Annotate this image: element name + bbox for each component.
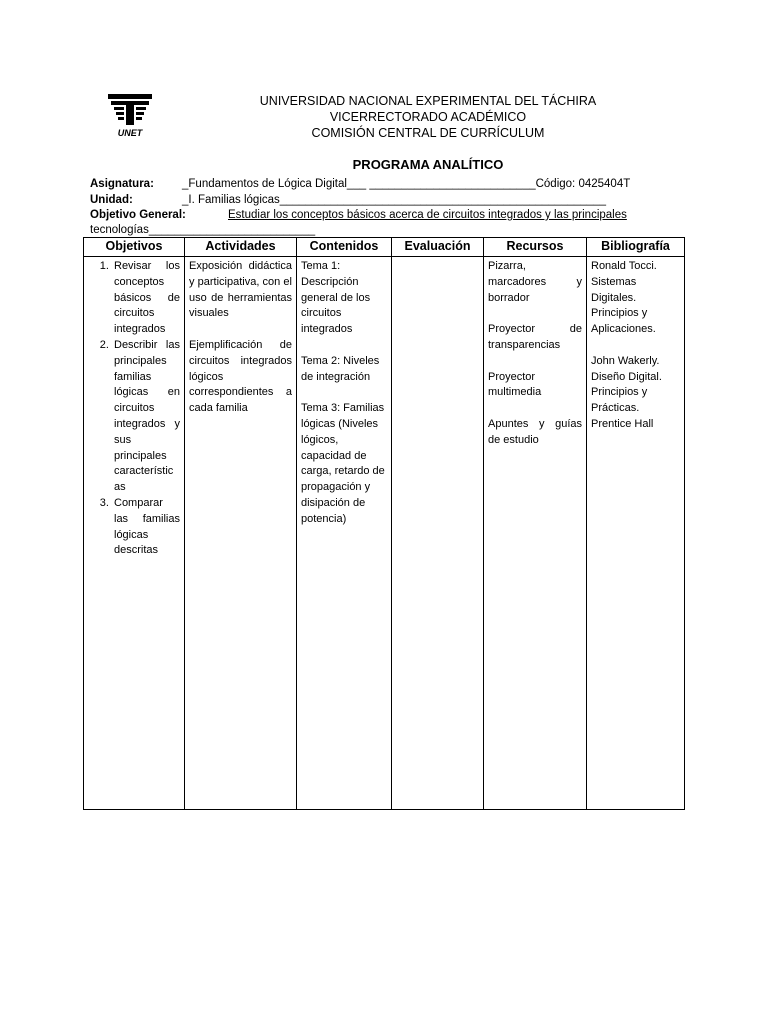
contenido-item: Tema 1: Descripción general de los circuitos integrados	[301, 260, 371, 336]
objetivo-label: Objetivo General:	[90, 209, 186, 221]
objetivo-item: 3. Comparar las familias lógicas descritas	[112, 496, 180, 559]
table-header-row	[84, 238, 685, 257]
col-header-objetivos: Objetivos	[84, 238, 185, 257]
asignatura-label: Asignatura:	[90, 178, 154, 190]
contenido-item: Tema 3: Familias lógicas (Niveles lógicos, capacidad de carga, retardo de propagación y disipación de potencia)	[301, 402, 385, 525]
asignatura-value: _Fundamentos de Lógica Digital___ __________________________Código: 0425404T	[182, 178, 631, 190]
unidad-label: Unidad:	[90, 194, 133, 206]
recurso-item: Proyector multimedia	[488, 370, 542, 399]
objetivo-item: 2. Describir las principales familias lógicas en circuitos integrados y sus principales característic as	[112, 338, 180, 496]
bibliografia-cell	[587, 257, 685, 810]
bibliografia-item: Ronald Tocci. Sistemas Digitales. Principios y Aplicaciones.	[591, 260, 657, 336]
contenido-item: Tema 2: Niveles de integración	[301, 354, 380, 383]
objetivo-item: 1. Revisar los conceptos básicos de circuitos integrados	[112, 259, 180, 338]
table-row	[84, 257, 685, 810]
unet-logo	[106, 92, 154, 138]
recurso-item: Proyector de transparencias	[488, 323, 582, 351]
actividades-cell	[185, 257, 297, 810]
actividad-item: Exposición didáctica y participativa, con el uso de herramientas visuales	[189, 260, 292, 320]
col-header-contenidos: Contenidos	[297, 238, 392, 257]
actividad-item: Ejemplificación de circuitos integrados lógicos correspondientes a cada familia	[189, 338, 292, 415]
recursos-cell	[484, 257, 587, 810]
program-table	[83, 237, 685, 810]
recurso-item: Apuntes y guías de estudio	[488, 417, 582, 446]
col-header-evaluacion: Evaluación	[392, 238, 484, 257]
comision: COMISIÓN CENTRAL DE CURRÍCULUM	[311, 126, 545, 140]
unidad-value: _I. Familias lógicas___________________________________________________	[182, 194, 606, 206]
bibliografia-item: John Wakerly. Diseño Digital. Principios y Prácticas. Prentice Hall	[591, 354, 662, 430]
vicerrectorado: VICERRECTORADO ACADÉMICO	[329, 110, 527, 124]
logo-text: UNET	[117, 128, 143, 138]
col-header-bibliografia: Bibliografía	[587, 238, 685, 257]
objetivo-value-cont: tecnologías__________________________	[90, 224, 316, 236]
objetivo-value: Estudiar los conceptos básicos acerca de circuitos integrados y las principales	[228, 209, 627, 221]
evaluacion-cell	[392, 257, 484, 810]
university-name: UNIVERSIDAD NACIONAL EXPERIMENTAL DEL TÁCHIRA	[259, 94, 597, 108]
col-header-recursos: Recursos	[484, 238, 587, 257]
document-title: PROGRAMA ANALÍTICO	[352, 157, 504, 172]
contenidos-cell	[297, 257, 392, 810]
col-header-actividades: Actividades	[185, 238, 297, 257]
recurso-item: Pizarra, marcadores y borrador	[488, 260, 582, 304]
objetivos-cell	[84, 257, 185, 810]
